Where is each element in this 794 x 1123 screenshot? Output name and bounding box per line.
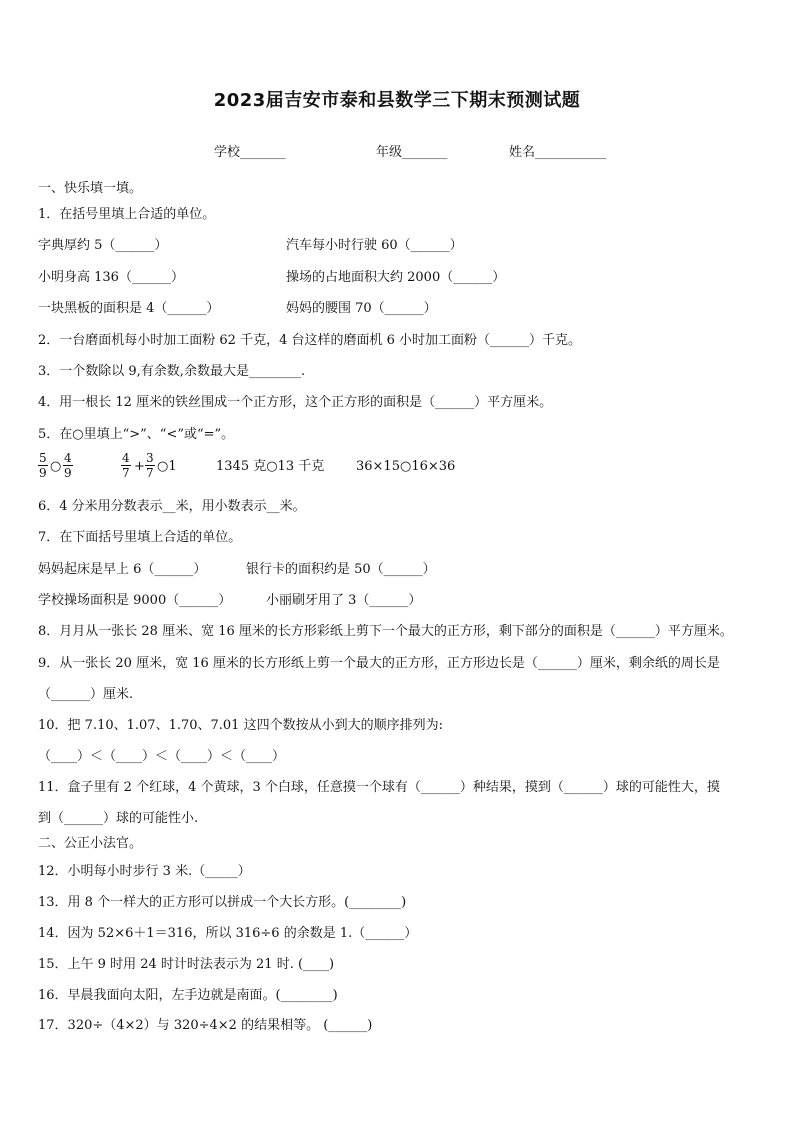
grade-field: 年级_______	[376, 145, 448, 160]
question-text: 14．因为 52×6＋1＝316，所以 316÷6 的余数是 1.（______）	[38, 926, 418, 941]
page-title: 2023届吉安市泰和县数学三下期末预测试题	[213, 90, 581, 111]
question-text: 小丽刷牙用了 3（______）	[266, 593, 422, 608]
question-text: 操场的占地面积大约 2000（______）	[286, 270, 506, 285]
question-text: （____）＜（____）＜（____）＜（____）	[38, 749, 286, 764]
question-text: （______）厘米.	[38, 687, 134, 702]
fraction: $\frac{4}{9}$	[64, 451, 72, 480]
compare-tail: ○1	[157, 459, 177, 474]
question-text: 到（______）球的可能性小.	[38, 811, 199, 826]
question-text: 1．在括号里填上合适的单位。	[38, 207, 216, 222]
fraction: $\frac{4}{7}$	[122, 451, 130, 480]
fraction: $\frac{5}{9}$	[39, 451, 47, 480]
school-field: 学校_______	[214, 145, 286, 160]
question-text: 妈妈的腰围 70（______）	[286, 301, 437, 316]
question-text: 4．用一根长 12 厘米的铁丝围成一个正方形，这个正方形的面积是（______）平方厘米。	[38, 395, 553, 410]
compare-circle: ○	[50, 459, 62, 474]
plus-sign: +	[134, 459, 145, 474]
question-text: 16．早晨我面向太阳，左手边就是南面。(________)	[38, 988, 338, 1003]
question-text: 13．用 8 个一样大的正方形可以拼成一个大长方形。(________)	[38, 895, 407, 910]
name-field: 姓名___________	[509, 145, 607, 160]
question-text: 5．在○里填上“>”、“<”或“=”。	[38, 427, 235, 442]
question-text: 7．在下面括号里填上合适的单位。	[38, 530, 242, 545]
question-text: 汽车每小时行驶 60（______）	[286, 238, 463, 253]
fraction: $\frac{3}{7}$	[146, 451, 154, 480]
question-text: 学校操场面积是 9000（______）	[38, 593, 232, 608]
question-text: 9．从一张长 20 厘米，宽 16 厘米的长方形纸上剪一个最大的正方形，正方形边长是（______）厘米，剩余纸的周长是	[38, 656, 720, 671]
question-text: 3．一个数除以 9,有余数,余数最大是________.	[38, 364, 306, 379]
question-text: 8．月月从一张长 28 厘米、宽 16 厘米的长方形彩纸上剪下一个最大的正方形，剩下部分的面积是（______）平方厘米。	[38, 624, 733, 639]
question-text: 11．盒子里有 2 个红球，4 个黄球，3 个白球，任意摸一个球有（______）种结果，摸到（______）球的可能性大，摸	[38, 780, 720, 795]
question-text: 妈妈起床是早上 6（______）	[38, 562, 207, 577]
question-text: 字典厚约 5（______）	[38, 238, 168, 253]
question-text: 6．4 分米用分数表示__米，用小数表示__米。	[38, 499, 306, 514]
question-text: 17．320÷（4×2）与 320÷4×2 的结果相等。 (______)	[38, 1018, 373, 1033]
question-text: 一块黑板的面积是 4（______）	[38, 301, 220, 316]
question-text: 银行卡的面积约是 50（______）	[246, 562, 436, 577]
question-text: 12．小明每小时步行 3 米.（_____）	[38, 864, 251, 879]
question-text: 小明身高 136（______）	[38, 270, 184, 285]
compare-item: 36×15○16×36	[356, 459, 456, 474]
question-text: 10．把 7.10、1.07、1.70、7.01 这四个数按从小到大的顺序排列为:	[38, 718, 443, 733]
section-heading: 二、公正小法官。	[38, 836, 143, 851]
question-text: 2．一台磨面机每小时加工面粉 62 千克，4 台这样的磨面机 6 小时加工面粉（______）千克。	[38, 333, 582, 348]
section-heading: 一、快乐填一填。	[38, 181, 143, 196]
compare-item: 1345 克○13 千克	[216, 459, 325, 474]
question-text: 15．上午 9 时用 24 时计时法表示为 21 时. (____)	[38, 957, 335, 972]
